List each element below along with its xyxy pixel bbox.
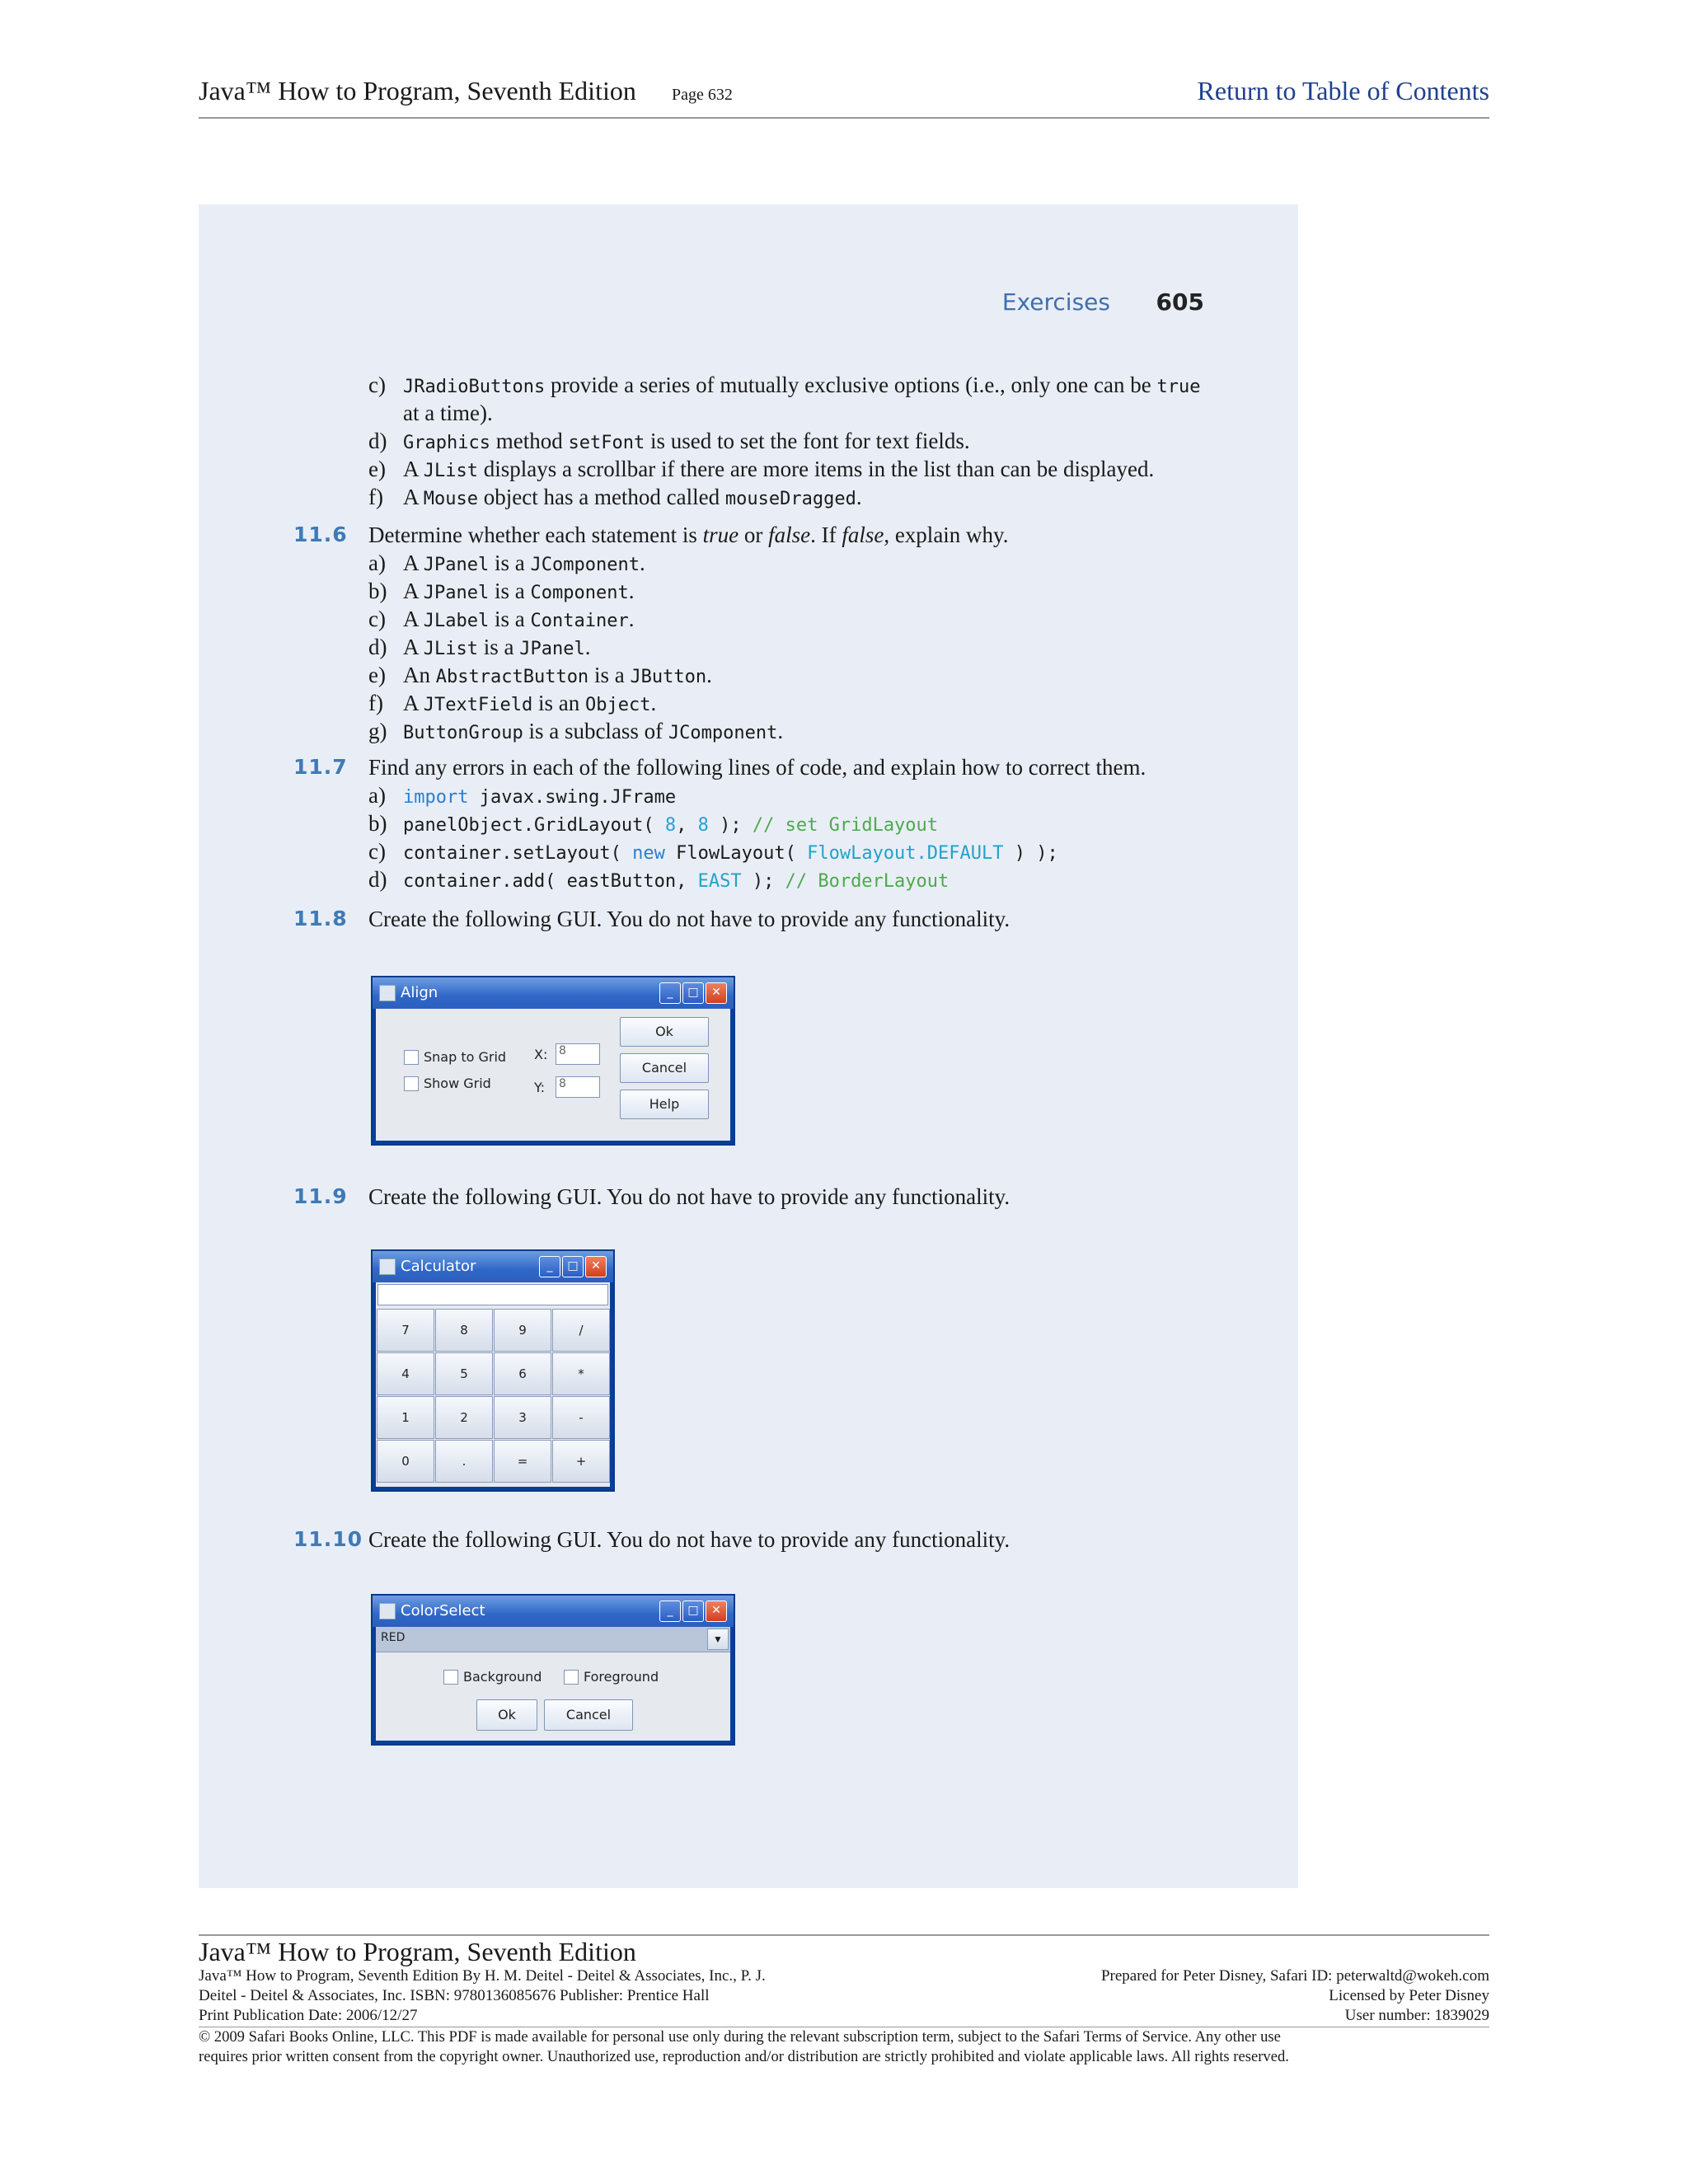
title-bar [373,1251,613,1282]
calc-key-button[interactable]: 0 [377,1440,434,1483]
checkbox-label: Background [463,1669,542,1685]
calc-key-button[interactable]: 8 [435,1309,493,1352]
question-number: 11.6 [293,523,348,546]
y-field[interactable]: 8 [556,1076,600,1098]
item-text: import javax.swing.JFrame [403,787,677,808]
calc-key-button[interactable]: 5 [435,1352,493,1395]
page-number: 605 [1156,288,1204,316]
snap-to-grid-checkbox[interactable] [404,1050,419,1065]
calc-key-button[interactable]: 9 [494,1309,551,1352]
java-app-icon [379,1258,396,1275]
calc-key-button[interactable]: 1 [377,1396,434,1439]
show-grid-checkbox[interactable] [404,1076,419,1091]
x-field[interactable]: 8 [556,1043,600,1065]
question-prompt: Determine whether each statement is true or false. If false, explain why. [368,523,1009,547]
java-app-icon [379,985,396,1001]
page-label: Page 632 [672,86,733,104]
title-bar [373,1596,734,1627]
color-combo[interactable] [376,1627,730,1652]
close-icon[interactable]: ✕ [585,1256,607,1277]
item-text: A JPanel is a Component. [403,579,635,603]
minimize-icon[interactable]: _ [539,1256,560,1277]
footer-license-line: Licensed by Peter Disney [1329,1987,1489,2004]
calc-key-button[interactable]: 7 [377,1309,434,1352]
item-letter: g) [368,719,387,743]
footer-divider [199,1934,1489,1936]
item-text: JRadioButtons provide a series of mutually exclusive options (i.e., only one can be true [403,373,1201,397]
foreground-checkbox[interactable] [564,1670,579,1685]
calc-key-button[interactable]: 3 [494,1396,551,1439]
item-letter: c) [368,839,386,864]
copyright-line: © 2009 Safari Books Online, LLC. This PDF is made available for personal use only during the relevant subscription term, subject to the Safari Terms of Service. Any other use [199,2028,1281,2046]
page-panel [199,204,1298,1888]
checkbox-label: Snap to Grid [424,1049,507,1065]
calc-key-button[interactable]: + [552,1440,610,1483]
window-title: Calculator [401,1258,476,1275]
ok-button[interactable]: Ok [620,1017,709,1047]
item-letter: f) [368,485,383,509]
chevron-down-icon[interactable]: ▼ [707,1629,729,1650]
section-label: Exercises [1001,288,1110,316]
window-body [376,1282,610,1487]
display-field[interactable] [377,1284,608,1305]
help-button[interactable]: Help [620,1090,709,1119]
question-prompt: Create the following GUI. You do not have to provide any functionality. [368,907,1010,931]
window-title: ColorSelect [401,1602,485,1619]
question-number: 11.8 [293,907,348,930]
java-app-icon [379,1603,396,1619]
item-letter: c) [368,607,386,631]
item-letter: d) [368,867,387,892]
maximize-icon[interactable]: □ [682,982,704,1004]
question-prompt: Create the following GUI. You do not have to provide any functionality. [368,1184,1010,1209]
item-letter: a) [368,783,386,808]
maximize-icon[interactable]: □ [562,1256,584,1277]
question-prompt: Find any errors in each of the following lines of code, and explain how to correct them. [368,755,1146,780]
footer-license-line: User number: 1839029 [1344,2007,1489,2024]
calc-key-button[interactable]: . [435,1440,493,1483]
item-continuation: at a time). [403,401,493,425]
question-number: 11.10 [293,1527,363,1551]
combo-value: RED [381,1631,406,1644]
window-body [376,1627,730,1741]
toc-link[interactable]: Return to Table of Contents [1197,76,1489,105]
title-bar [373,977,734,1009]
minimize-icon[interactable]: _ [659,1601,681,1622]
maximize-icon[interactable]: □ [682,1601,704,1622]
window-title: Align [401,984,438,1001]
x-label: X: [534,1047,548,1062]
calc-key-button[interactable]: 4 [377,1352,434,1395]
item-text: panelObject.GridLayout( 8, 8 ); // set GridLayout [403,815,939,836]
item-text: container.add( eastButton, EAST ); // BorderLayout [403,871,950,892]
window-body [376,1009,730,1141]
header-divider [199,117,1489,119]
item-text: A JList displays a scrollbar if there are more items in the list than can be displayed. [403,457,1155,481]
book-title: Java™ How to Program, Seventh Edition [199,76,636,105]
y-label: Y: [534,1080,546,1095]
colorselect-window [371,1594,735,1746]
item-text: A JPanel is a JComponent. [403,551,645,575]
close-icon[interactable]: ✕ [706,982,727,1004]
calc-key-button[interactable]: * [552,1352,610,1395]
item-letter: e) [368,457,386,481]
item-text: Graphics method setFont is used to set the font for text fields. [403,429,970,453]
calc-key-button[interactable]: = [494,1440,551,1483]
footer-info-line: Java™ How to Program, Seventh Edition By H. M. Deitel - Deitel & Associates, Inc., P. J. [199,1967,766,1985]
checkbox-label: Show Grid [424,1076,491,1091]
cancel-button[interactable]: Cancel [544,1699,633,1731]
calc-key-button[interactable]: 2 [435,1396,493,1439]
item-letter: c) [368,373,386,397]
item-letter: b) [368,579,387,603]
calc-key-button[interactable]: / [552,1309,610,1352]
item-text: container.setLayout( new FlowLayout( FlowLayout.DEFAULT ) ); [403,843,1058,864]
calc-key-button[interactable]: - [552,1396,610,1439]
footer-info-line: Print Publication Date: 2006/12/27 [199,2007,418,2024]
footer-info-line: Deitel - Deitel & Associates, Inc. ISBN: 9780136085676 Publisher: Prentice Hall [199,1987,710,2004]
checkbox-label: Foreground [584,1669,659,1685]
item-letter: a) [368,551,386,575]
question-prompt: Create the following GUI. You do not have to provide any functionality. [368,1527,1010,1552]
item-text: ButtonGroup is a subclass of JComponent. [403,719,784,743]
ok-button[interactable]: Ok [476,1699,537,1731]
cancel-button[interactable]: Cancel [620,1053,709,1083]
item-text: An AbstractButton is a JButton. [403,663,712,687]
item-letter: d) [368,635,387,659]
question-number: 11.9 [293,1184,348,1208]
item-text: A JTextField is an Object. [403,691,657,715]
item-letter: d) [368,429,387,453]
item-letter: e) [368,663,386,687]
footer-book-title: Java™ How to Program, Seventh Edition [199,1937,636,1966]
item-text: A JList is a JPanel. [403,635,591,659]
calculator-window [371,1249,615,1492]
footer-license-line: Prepared for Peter Disney, Safari ID: peterwaltd@wokeh.com [1100,1967,1489,1985]
calc-key-button[interactable]: 6 [494,1352,551,1395]
copyright-line: requires prior written consent from the copyright owner. Unauthorized use, reproduction and/or distribution are strictly prohibited and violate applicable laws. All rights reserved. [199,2048,1289,2065]
question-number: 11.7 [293,755,348,779]
close-icon[interactable]: ✕ [706,1601,727,1622]
background-checkbox[interactable] [443,1670,458,1685]
item-text: A JLabel is a Container. [403,607,635,631]
align-window [371,976,735,1146]
item-text: A Mouse object has a method called mouseDragged. [403,485,862,509]
item-letter: b) [368,811,387,836]
item-letter: f) [368,691,383,715]
minimize-icon[interactable]: _ [659,982,681,1004]
